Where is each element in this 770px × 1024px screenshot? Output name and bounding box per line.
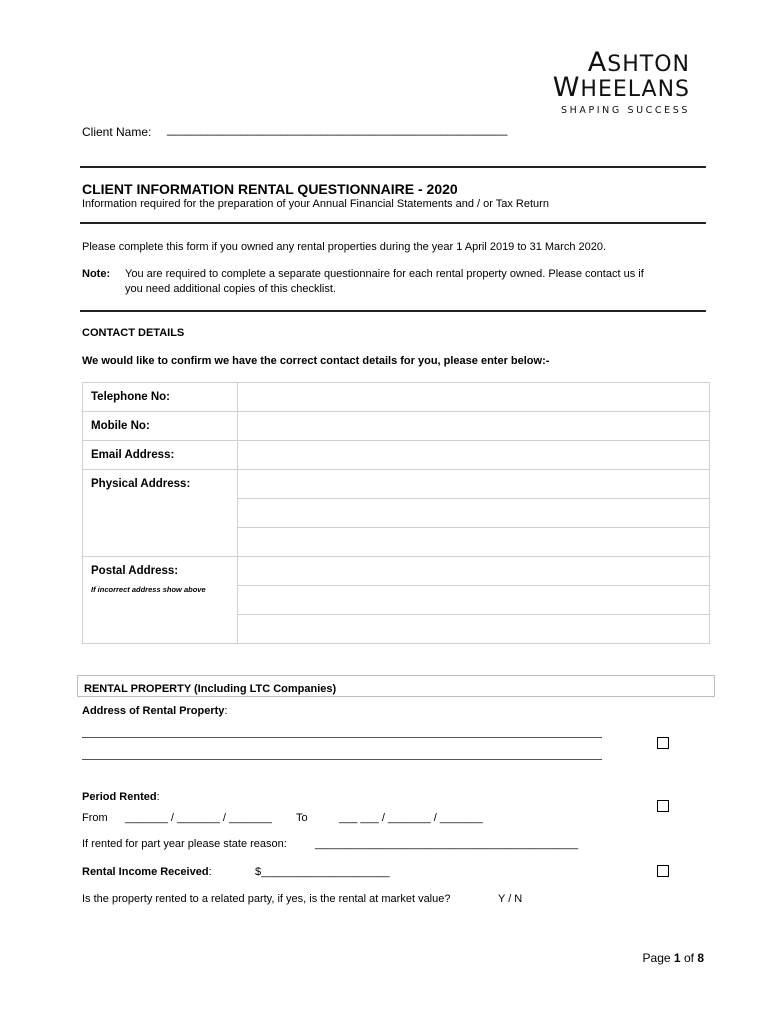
- physical-address-field-3[interactable]: [238, 528, 710, 557]
- divider: [80, 222, 706, 224]
- rental-heading: RENTAL PROPERTY (Including LTC Companies): [84, 683, 337, 695]
- related-party-question: Is the property rented to a related party, if yes, is the rental at market value?: [82, 893, 451, 905]
- income-checkbox[interactable]: [657, 865, 669, 877]
- postal-address-field-3[interactable]: [238, 615, 710, 644]
- from-label: From: [82, 812, 108, 824]
- postal-address-field-2[interactable]: [238, 586, 710, 615]
- postal-address-note: If incorrect address show above: [91, 585, 206, 594]
- to-date-field[interactable]: ___ ___ / _______ / _______: [339, 812, 483, 824]
- note-label: Note:: [82, 268, 111, 280]
- logo-line-1: ASHTON: [587, 47, 690, 78]
- related-party-yn[interactable]: Y / N: [498, 893, 523, 905]
- note-text-2: you need additional copies of this checklist.: [125, 283, 336, 295]
- address-checkbox[interactable]: [657, 737, 669, 749]
- period-checkbox[interactable]: [657, 800, 669, 812]
- divider: [80, 310, 706, 312]
- physical-address-label: Physical Address:: [83, 470, 238, 557]
- physical-address-field-2[interactable]: [238, 499, 710, 528]
- page-number: Page 1 of 8: [642, 951, 704, 965]
- address-label: Address of Rental Property:: [82, 705, 228, 717]
- divider: [80, 166, 706, 168]
- email-field[interactable]: [238, 441, 710, 470]
- income-field[interactable]: $_____________________: [255, 866, 390, 878]
- logo-line-2: WHEELANS: [552, 72, 690, 103]
- client-name-label: Client Name:: [82, 125, 152, 139]
- mobile-field[interactable]: [238, 412, 710, 441]
- from-date-field[interactable]: _______ / _______ / _______: [125, 812, 272, 824]
- page-subtitle: Information required for the preparation of your Annual Financial Statements and / or Tax Return: [82, 198, 549, 210]
- logo-tagline: SHAPING SUCCESS: [560, 105, 690, 116]
- note-text-1: You are required to complete a separate questionnaire for each rental property owned. Please contact us if: [125, 268, 644, 280]
- part-year-field[interactable]: ___________________________________________: [315, 838, 579, 850]
- postal-address-label: Postal Address:: [91, 565, 179, 577]
- contact-instruction: We would like to confirm we have the correct contact details for you, please enter below:-: [82, 355, 550, 367]
- mobile-label: Mobile No:: [83, 412, 238, 441]
- email-label: Email Address:: [83, 441, 238, 470]
- contact-heading: CONTACT DETAILS: [82, 327, 185, 339]
- address-line-1[interactable]: [82, 737, 602, 738]
- physical-address-field-1[interactable]: [238, 470, 710, 499]
- client-name-field[interactable]: ___________________________________________________: [167, 122, 508, 136]
- to-label: To: [296, 812, 308, 824]
- intro-text: Please complete this form if you owned any rental properties during the year 1 April 2019 to 31 March 2020.: [82, 241, 607, 253]
- contact-table: [82, 382, 710, 644]
- postal-address-cell: [83, 557, 238, 644]
- income-label: Rental Income Received:: [82, 866, 212, 878]
- telephone-label: Telephone No:: [83, 383, 238, 412]
- postal-address-field-1[interactable]: [238, 557, 710, 586]
- part-year-label: If rented for part year please state reason:: [82, 838, 287, 850]
- period-label: Period Rented:: [82, 791, 160, 803]
- telephone-field[interactable]: [238, 383, 710, 412]
- address-line-2[interactable]: [82, 759, 602, 760]
- page-title: CLIENT INFORMATION RENTAL QUESTIONNAIRE - 2020: [82, 181, 458, 197]
